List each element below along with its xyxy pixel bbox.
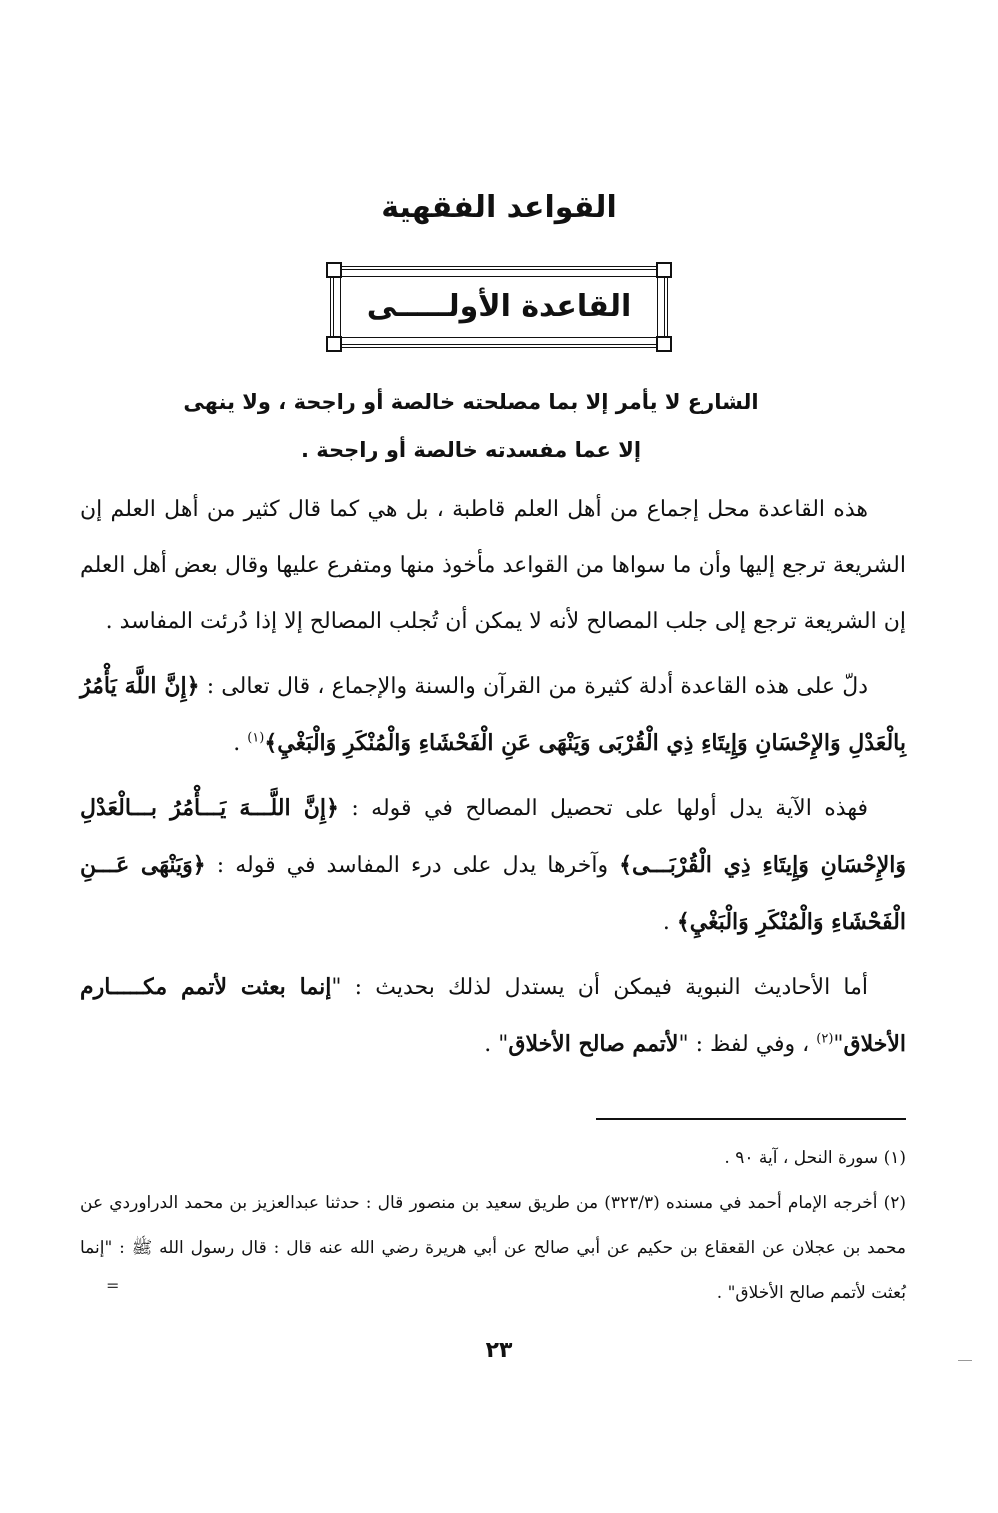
quran-verse: ﴿وَيَنْهَى عَـــنِ الْفَحْشَاءِ وَالْمُنْكَرِ وَالْبَغْيِ﴾ <box>80 852 906 935</box>
hadith-text: إنما بعثت لأتمم مكـــــارم الأخلاق <box>80 974 906 1057</box>
rule-statement: الشارع لا يأمر إلا بما مصلحته خالصة أو راجحة ، ولا ينهى إلا عما مفسدته خالصة أو راجحة . <box>183 390 759 462</box>
paragraph-hadith <box>80 959 906 1073</box>
body-text <box>80 482 906 1081</box>
quran-verse: ﴿إِنَّ اللَّـــهَ يَـــأْمُرُ بـــالْعَدْلِ وَالإِحْسَانِ وَإِيتَاءِ ذِي الْقُرْبَـــى﴾ <box>80 795 906 878</box>
paragraph-consensus: هذه القاعدة محل إجماع من أهل العلم قاطبة ، بل هي كما قال كثير من أهل العلم إن الشريعة ترجع إليها وأن ما سواها من القواعد مأخوذ منها ومتفرع عليها وقال بعض أهل العلم إن الشريعة ترجع إلى جلب المصالح لأنه لا يمكن أن تُجلب المصالح إلا إذا دُرئت المفاسد . <box>80 497 906 634</box>
paragraph-text: دلّ على هذه القاعدة أدلة كثيرة من القرآن والسنة والإجماع ، قال تعالى : <box>199 674 868 699</box>
rule-heading: القاعدة الأولـــــى <box>366 289 632 324</box>
book-title: القواعد الفقهية <box>381 190 617 225</box>
paragraph-text: . <box>662 910 677 935</box>
paragraph-text: ، وفي لفظ : " <box>678 1032 817 1057</box>
paragraph-text: . <box>233 731 248 756</box>
paragraph-text: " <box>833 1032 844 1057</box>
paragraph-text: " . <box>484 1032 509 1057</box>
paragraph-text: فهذه الآية يدل أولها على تحصيل المصالح في قوله : <box>338 796 868 821</box>
paragraph-evidence <box>80 658 906 772</box>
footnote-reference-1[interactable]: (١) <box>247 730 265 746</box>
hadith-text: لأتمم صالح الأخلاق <box>508 1031 679 1057</box>
footnote-divider <box>596 1118 906 1120</box>
paragraph-text: أما الأحاديث النبوية فيمكن أن يستدل لذلك بحديث : " <box>331 975 868 1000</box>
frame-corner-ornament <box>326 262 342 278</box>
continuation-mark: = <box>106 1276 120 1295</box>
footnote-1: (١) سورة النحل ، آية ٩٠ . <box>724 1148 906 1168</box>
frame-corner-ornament <box>656 336 672 352</box>
quran-verse: ﴿إِنَّ اللَّهَ يَأْمُرُ بِالْعَدْلِ وَالإِحْسَانِ وَإِيتَاءِ ذِي الْقُرْبَى وَيَنْهَى عَنِ الْفَحْشَاءِ وَالْمُنْكَرِ وَالْبَغْيِ﴾ <box>80 673 906 756</box>
footnote-reference-2[interactable]: (٢) <box>816 1031 834 1047</box>
footnote-2: (٢) أخرجه الإمام أحمد في مسنده (٣٢٣/٣) من طريق سعيد بن منصور قال : حدثنا عبدالعزيز بن محمد الدراوردي عن محمد بن عجلان عن القعقاع بن حكيم عن أبي صالح عن أبي هريرة رضي الله عنه قال : قال رسول الله ﷺ : "إنما بُعثت لأتمم صالح الأخلاق" . <box>80 1193 906 1303</box>
paragraph-verse-explanation <box>80 780 906 951</box>
footnotes <box>80 1136 906 1316</box>
scan-edge-mark <box>958 1360 972 1361</box>
frame-corner-ornament <box>656 262 672 278</box>
rule-heading-frame <box>330 266 668 348</box>
paragraph-text: وآخرها يدل على درء المفاسد في قوله : <box>205 853 620 878</box>
page-number: ٢٣ <box>485 1338 513 1363</box>
frame-corner-ornament <box>326 336 342 352</box>
